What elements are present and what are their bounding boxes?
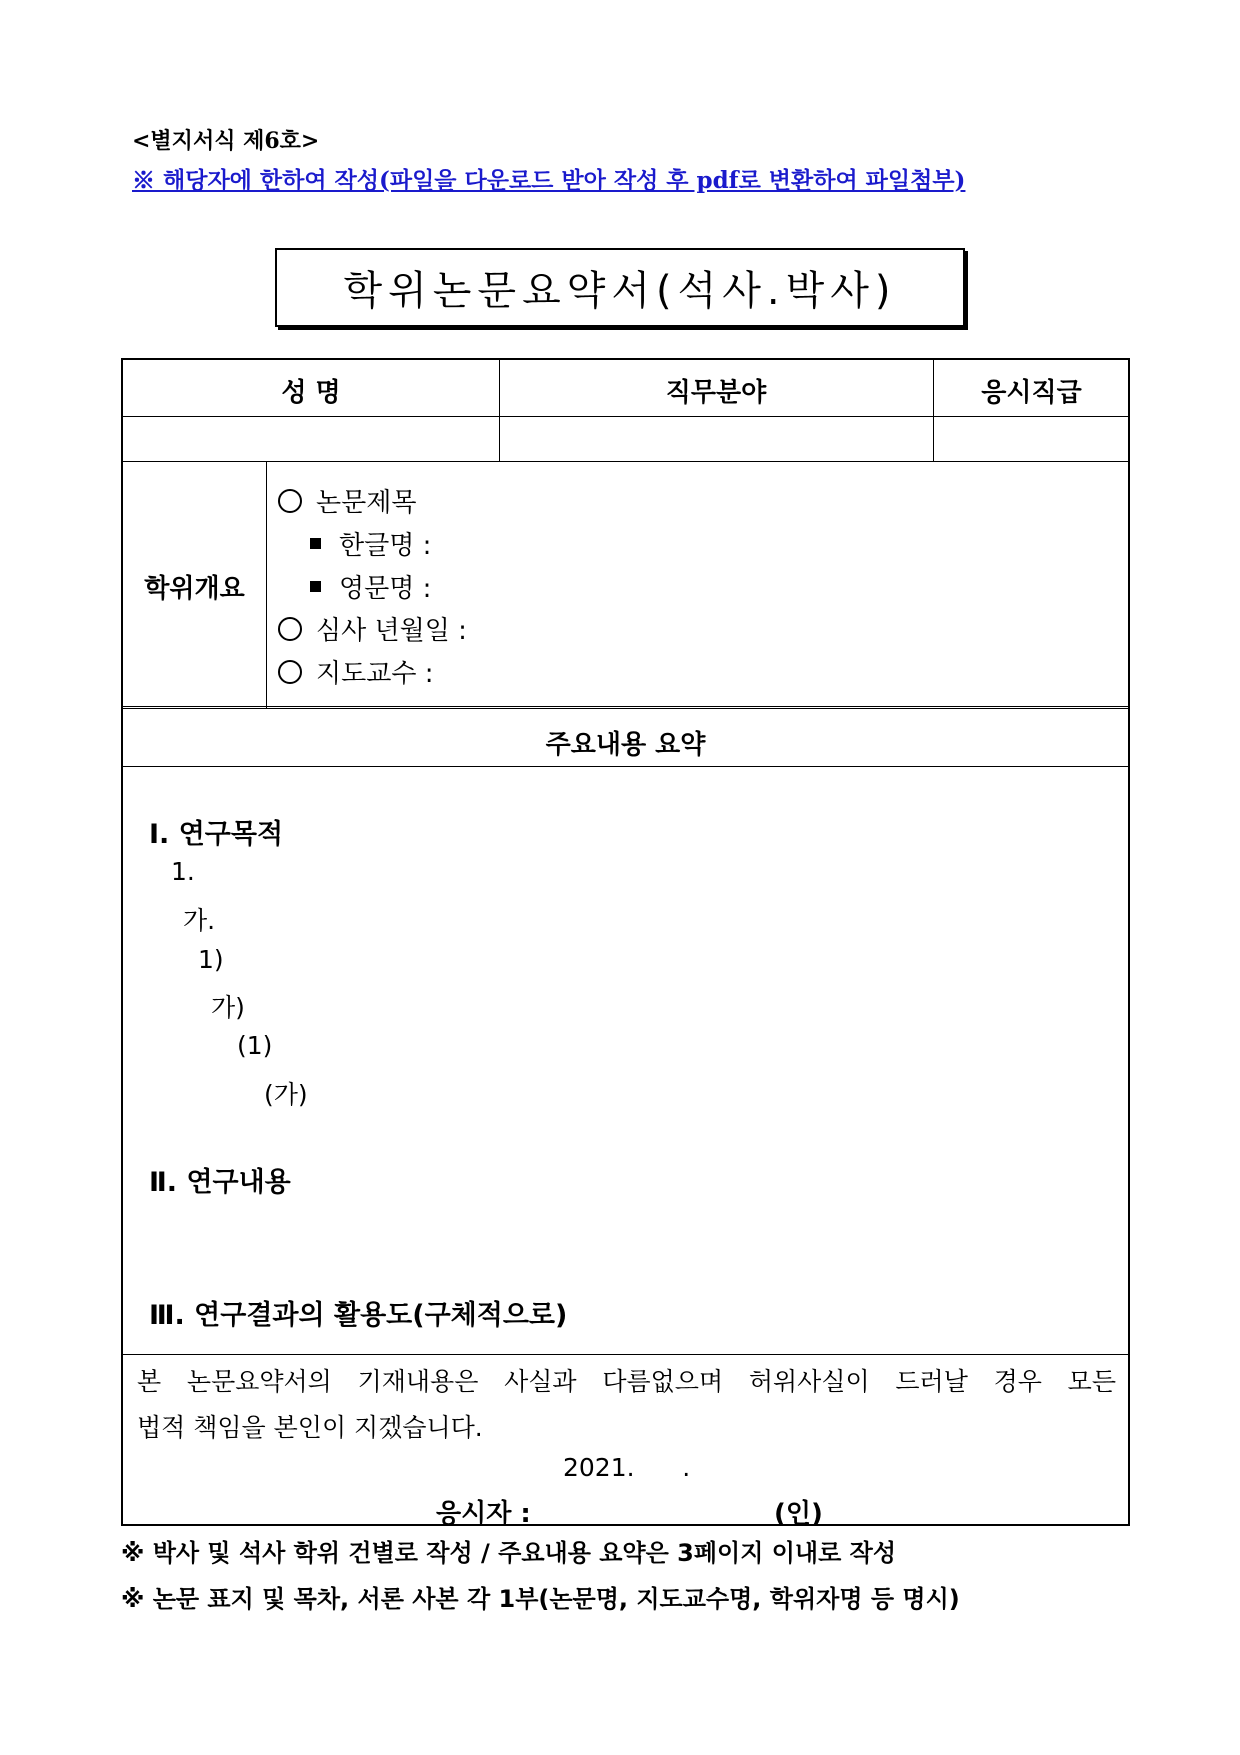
submission-notice: ※ 해당자에 한하여 작성(파일을 다운로드 받아 작성 후 pdf로 변환하여 파일첨부): [132, 167, 966, 194]
advisor-label: 지도교수 :: [316, 659, 434, 689]
title-box: [275, 248, 965, 327]
advisor-item[interactable]: [278, 653, 434, 690]
review-date-label: 심사 년월일 :: [316, 616, 467, 646]
english-name-item[interactable]: [310, 568, 431, 605]
summary-form: [121, 358, 1130, 1529]
korean-name-label: 한글명 :: [339, 531, 432, 561]
outline-level-5: (1): [237, 1031, 273, 1060]
circle-bullet-icon: [278, 617, 302, 641]
grade-field[interactable]: [933, 417, 1130, 461]
divider: [499, 360, 500, 461]
outline-level-3: 1): [198, 945, 224, 974]
divider: [123, 1354, 1128, 1355]
applicant-label: 응시자 :: [436, 1499, 531, 1529]
name-header: 성 명: [281, 378, 341, 408]
thesis-title-label: 논문제목: [316, 488, 417, 518]
divider: [933, 360, 934, 461]
footnote-2: ※ 논문 표지 및 목차, 서론 사본 각 1부(논문명, 지도교수명, 학위자명 등 명시): [121, 1585, 960, 1613]
section-content: Ⅱ. 연구내용: [149, 1167, 291, 1198]
section-purpose: Ⅰ. 연구목적: [149, 819, 284, 850]
field-header: 직무분야: [665, 378, 767, 408]
review-date-item[interactable]: [278, 610, 467, 647]
document-title: 학위논문요약서(석사.박사): [343, 268, 897, 314]
date-field[interactable]: 2021. .: [563, 1453, 691, 1482]
overview-label: 학위개요: [144, 574, 245, 604]
outline-level-4: 가): [211, 993, 245, 1022]
form-number: <별지서식 제6호>: [132, 128, 320, 154]
divider: [123, 706, 1128, 709]
outline-level-6: (가): [264, 1080, 308, 1109]
circle-bullet-icon: [278, 489, 302, 513]
thesis-title-item: [278, 482, 416, 519]
name-field[interactable]: [123, 417, 499, 461]
seal-mark: (인): [774, 1499, 823, 1529]
circle-bullet-icon: [278, 660, 302, 684]
english-name-label: 영문명 :: [339, 574, 432, 604]
outline-level-2: 가.: [183, 906, 216, 935]
square-bullet-icon: [310, 581, 321, 592]
divider: [123, 766, 1128, 767]
field-field[interactable]: [499, 417, 933, 461]
divider: [123, 461, 1128, 462]
korean-name-item[interactable]: [310, 525, 431, 562]
summary-header: 주요내용 요약: [545, 730, 706, 760]
outline-level-1: 1.: [171, 857, 195, 886]
square-bullet-icon: [310, 538, 321, 549]
declaration-line-2: 법적 책임을 본인이 지겠습니다.: [137, 1413, 483, 1442]
declaration-line-1: 본 논문요약서의 기재내용은 사실과 다름없으며 허위사실이 드러날 경우 모든: [137, 1367, 1116, 1396]
section-application: Ⅲ. 연구결과의 활용도(구체적으로): [149, 1300, 568, 1331]
grade-header: 응시직급: [981, 378, 1082, 408]
divider: [266, 461, 267, 708]
footnote-1: ※ 박사 및 석사 학위 건별로 작성 / 주요내용 요약은 3페이지 이내로 작성: [121, 1539, 897, 1567]
